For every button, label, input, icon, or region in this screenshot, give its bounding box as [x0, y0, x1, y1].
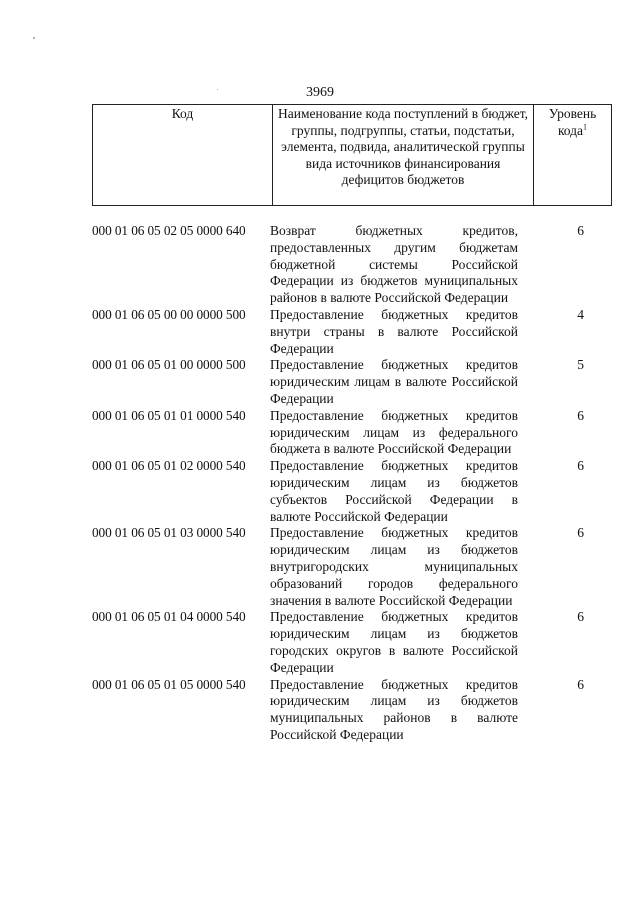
- row-level: 4: [577, 306, 584, 322]
- scan-speck: [33, 37, 35, 39]
- row-code: 000 01 06 05 01 02 0000 540: [92, 458, 246, 474]
- row-code: 000 01 06 05 01 01 0000 540: [92, 407, 246, 423]
- table-body: [92, 223, 612, 744]
- row-code: 000 01 06 05 01 04 0000 540: [92, 609, 246, 625]
- table-header: [92, 104, 612, 206]
- row-name: Предоставление бюджетных кредитов внутри страны в валюте Российской Федерации: [270, 306, 518, 356]
- row-name: Предоставление бюджетных кредитов юридическим лицам в валюте Российской Федерации: [270, 357, 518, 406]
- row-level: 6: [577, 525, 584, 541]
- row-name: Возврат бюджетных кредитов, предоставленных другим бюджетам бюджетной системы Российской Федерации из бюджетов муниципальных районов в валюте Российской Федерации: [270, 223, 518, 306]
- header-name-label: Наименование кода поступлений в бюджет, группы, подгруппы, статьи, подстатьи, элемента, подвида, аналитической группы вида источников финансирования дефицитов бюджетов: [277, 106, 528, 187]
- row-level: 6: [577, 676, 584, 692]
- row-level: 6: [577, 407, 584, 423]
- header-level-label: Уровень кода: [548, 106, 597, 138]
- row-code: 000 01 06 05 01 03 0000 540: [92, 525, 246, 541]
- header-code: [93, 105, 273, 206]
- header-level: [534, 105, 612, 206]
- table-row: [92, 458, 612, 525]
- table-row: [92, 609, 612, 676]
- row-code: 000 01 06 05 02 05 0000 640: [92, 223, 246, 238]
- row-level: 6: [577, 609, 584, 625]
- row-level: 5: [577, 357, 584, 373]
- row-code: 000 01 06 05 01 00 0000 500: [92, 357, 246, 373]
- row-name: Предоставление бюджетных кредитов юридическим лицам из федерального бюджета в валюте Российской Федерации: [270, 407, 518, 457]
- table-row: [92, 357, 612, 407]
- table-row: [92, 677, 612, 744]
- row-name: Предоставление бюджетных кредитов юридическим лицам из бюджетов городских округов в валюте Российской Федерации: [270, 609, 518, 675]
- page-number: 3969: [306, 85, 334, 100]
- row-name: Предоставление бюджетных кредитов юридическим лицам из бюджетов муниципальных районов в валюте Российской Федерации: [270, 676, 518, 742]
- row-name: Предоставление бюджетных кредитов юридическим лицам из бюджетов субъектов Российской Федерации в валюте Российской Федерации: [270, 458, 518, 524]
- table-row: [92, 223, 612, 307]
- header-name: [273, 105, 534, 206]
- row-code: 000 01 06 05 01 05 0000 540: [92, 676, 246, 692]
- table-row: [92, 408, 612, 458]
- row-name: Предоставление бюджетных кредитов юридическим лицам из бюджетов внутригородских муниципальных образований городов федерального значения в валюте Российской Федерации: [270, 525, 518, 608]
- row-level: 6: [577, 458, 584, 474]
- table-row: [92, 307, 612, 357]
- row-code: 000 01 06 05 00 00 0000 500: [92, 306, 246, 322]
- table-row: [92, 525, 612, 609]
- header-code-label: Код: [171, 106, 194, 121]
- row-level: 6: [577, 223, 584, 238]
- footnote-marker: 1: [583, 122, 588, 131]
